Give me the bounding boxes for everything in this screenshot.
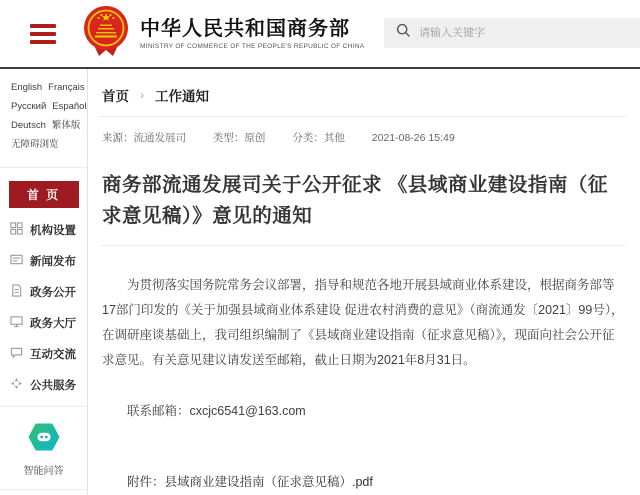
title-divider	[100, 245, 626, 246]
document-icon	[10, 284, 23, 300]
site-title-block	[140, 18, 364, 50]
language-link-english[interactable]: English	[11, 82, 43, 93]
site-title: 中华人民共和国商务部	[140, 17, 350, 40]
breadcrumb	[100, 69, 626, 117]
assistant-label: 智能问答	[23, 466, 64, 477]
compass-icon	[10, 377, 23, 393]
article-paragraph: 为贯彻落实国务院常务会议部署，指导和规范各地开展县域商业体系建设，根据商务部等17部门印发的《关于加强县域商业体系建设 促进农村消费的意见》（商流通发〔2021〕99号），在调研座谈基础上，我司组织编制了《县域商业建设指南（征求意见稿）》，现面向社会公开征求意见。有关意见建议请发送至邮箱，截止日期为2021年8月31日。	[102, 278, 624, 367]
sidebar-item-gov-disclosure[interactable]	[0, 276, 87, 307]
breadcrumb-current: 工作通知	[155, 89, 209, 104]
meta-source: 来源：流通发展司	[102, 132, 186, 144]
sidebar-item-public-service[interactable]	[0, 369, 87, 400]
sidebar-item-service-hall[interactable]	[0, 307, 87, 338]
sidebar-divider	[0, 489, 87, 490]
robot-icon	[27, 438, 61, 455]
sidebar-nav	[0, 214, 87, 406]
chevron-right-icon: ›	[140, 88, 144, 102]
hamburger-menu-icon[interactable]	[30, 24, 56, 44]
search-icon	[396, 23, 411, 43]
language-link-traditional-chinese[interactable]: 繁体版	[51, 120, 81, 131]
search-input[interactable]	[419, 27, 599, 39]
language-switcher	[0, 69, 87, 167]
sidebar-item-home[interactable]: 首 页	[9, 181, 79, 208]
meta-datetime: 2021-08-26 15:49	[371, 132, 455, 144]
site-subtitle: MINISTRY OF COMMERCE OF THE PEOPLE'S REPUBLIC OF CHINA	[140, 42, 365, 50]
article-content	[88, 69, 640, 495]
sidebar-item-label: 公共服务	[30, 379, 76, 392]
sidebar-item-organization[interactable]	[0, 214, 87, 245]
sidebar-item-label: 政务大厅	[30, 317, 76, 330]
site-header	[0, 0, 640, 69]
language-link-german[interactable]: Deutsch	[11, 120, 46, 131]
monitor-icon	[10, 315, 23, 331]
sidebar	[0, 69, 88, 495]
newspaper-icon	[10, 253, 23, 269]
article-meta	[100, 117, 626, 145]
language-link-russian[interactable]: Русский	[11, 101, 47, 112]
sidebar-item-label: 新闻发布	[30, 255, 76, 268]
sidebar-item-label: 机构设置	[30, 224, 76, 237]
sidebar-item-news[interactable]	[0, 245, 87, 276]
contact-email-line: 联系邮箱：cxcjc6541@163.com	[127, 404, 306, 418]
sidebar-divider	[0, 167, 87, 168]
sidebar-item-interaction[interactable]	[0, 338, 87, 369]
article-title: 商务部流通发展司关于公开征求 《县域商业建设指南（征求意见稿）》意见的通知	[102, 174, 608, 227]
language-link-french[interactable]: Français	[48, 82, 85, 93]
national-emblem-logo	[82, 5, 130, 62]
meta-category: 分类：其他	[292, 132, 345, 144]
meta-type: 类型：原创	[212, 132, 266, 144]
attachment-link[interactable]: 附件：县域商业建设指南（征求意见稿）.pdf	[127, 475, 373, 489]
org-grid-icon	[10, 222, 23, 238]
language-link-spanish[interactable]: Español	[52, 101, 87, 112]
accessibility-browsing-link[interactable]: 无障碍浏览	[11, 139, 59, 150]
assistant-widget[interactable]	[0, 407, 87, 489]
sidebar-item-label: 政务公开	[30, 286, 76, 299]
chat-bubble-icon	[10, 346, 23, 362]
breadcrumb-home-link[interactable]: 首页	[102, 89, 129, 104]
sidebar-item-label: 互动交流	[30, 348, 76, 361]
search-box[interactable]	[384, 18, 640, 48]
